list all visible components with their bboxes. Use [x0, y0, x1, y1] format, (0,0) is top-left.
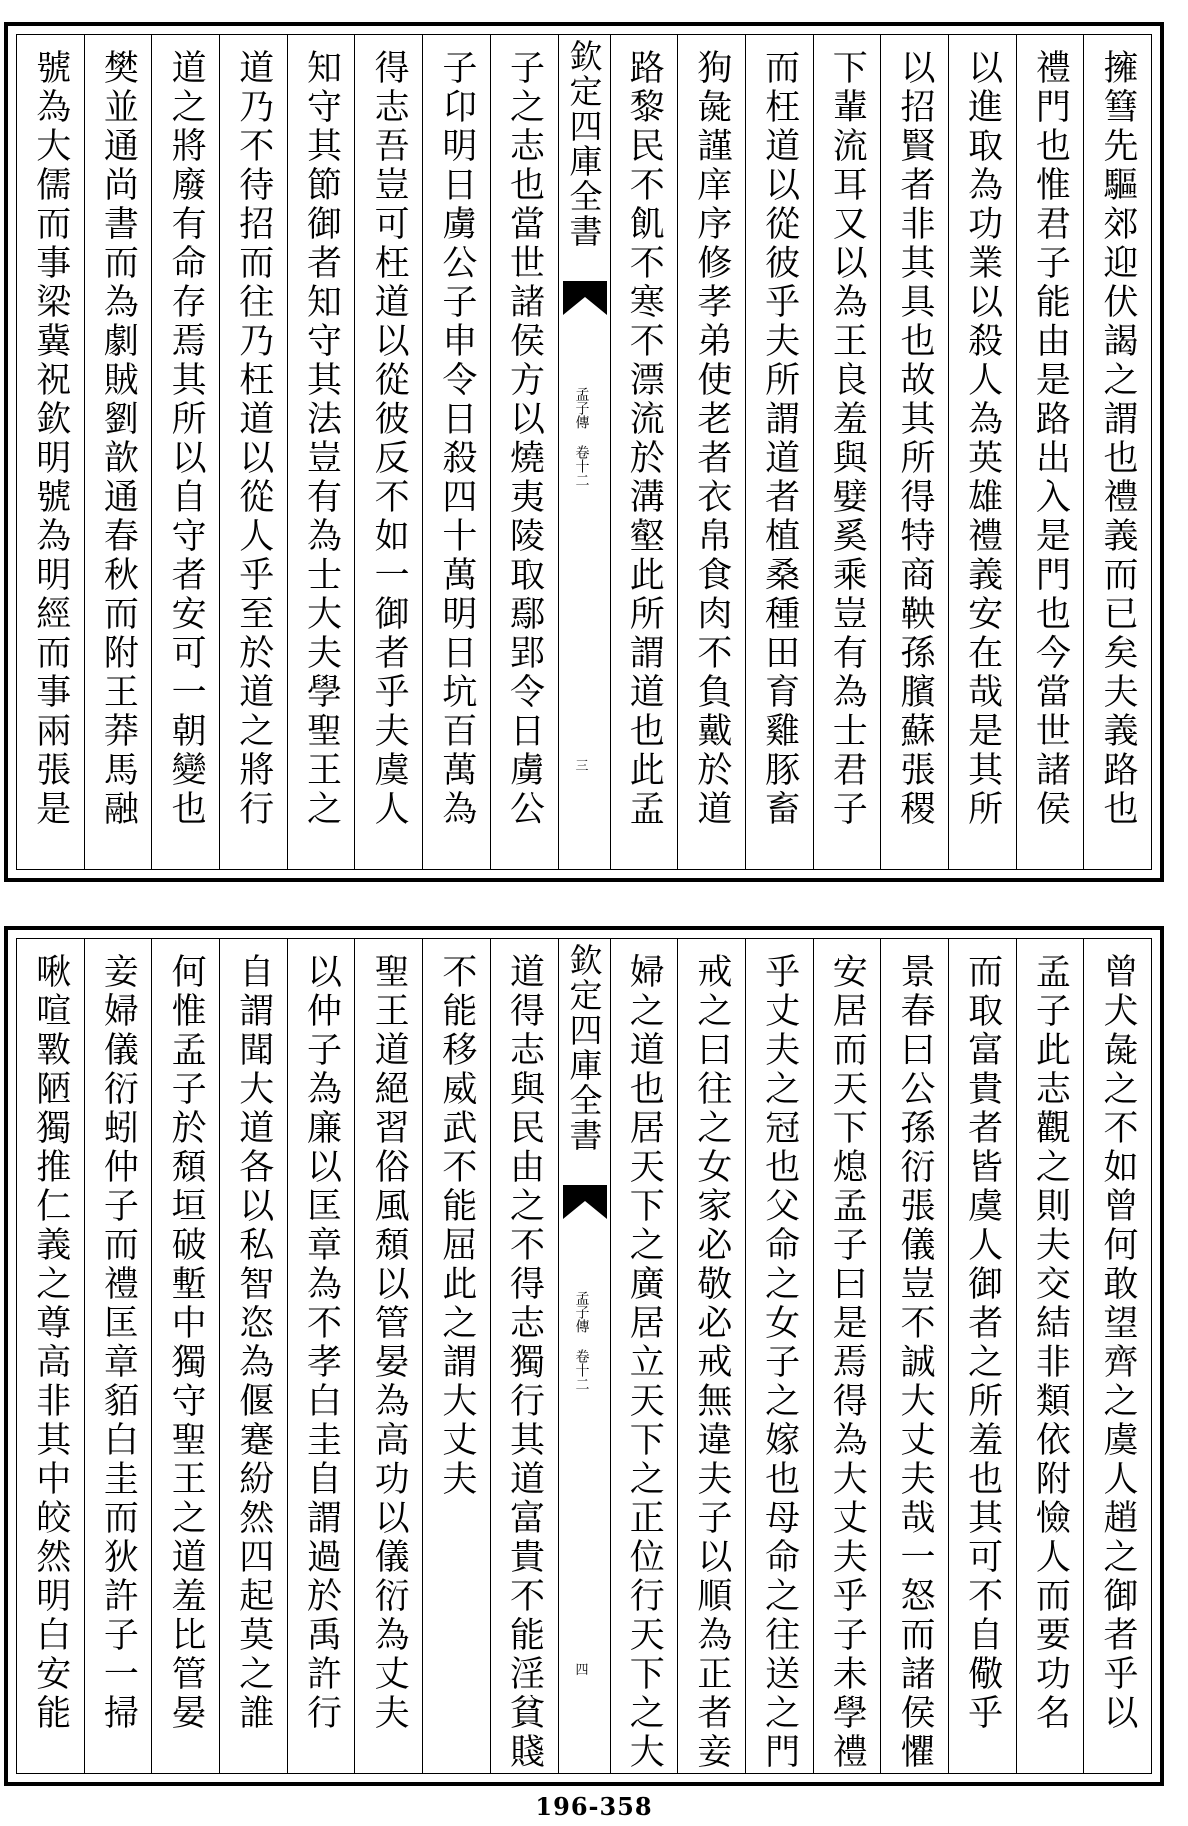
section-label: 孟子傳 卷十二 [573, 1291, 590, 1391]
text-column: 何惟孟子於頹垣破塹中獨守聖王之道羞比管晏 [151, 939, 219, 1773]
text-frame [16, 34, 1152, 870]
text-column: 子之志也當世諸侯方以燒夷陵取鄢郢令日虜公 [490, 35, 558, 869]
text-column: 不能移威武不能屈此之謂大丈夫 [422, 939, 490, 1773]
text-column: 以進取為功業以殺人為英雄禮義安在哉是其所 [948, 35, 1016, 869]
leaf-number: 四 [575, 1663, 589, 1678]
text-column: 狗彘謹庠序修孝弟使老者衣帛食肉不負戴於道 [677, 35, 745, 869]
library-title: 欽定四庫全書 [564, 943, 604, 1153]
text-column: 道之將廢有命存焉其所以自守者安可一朝變也 [151, 35, 219, 869]
section-label: 孟子傳 卷十二 [573, 387, 590, 487]
text-column: 孟子此志觀之則夫交結非類依附憸人而要功名 [1016, 939, 1084, 1773]
text-column: 安居而天下熄孟子曰是焉得為大丈夫乎子未學禮 [813, 939, 881, 1773]
text-column: 以仲子為廉以匡章為不孝白圭自謂過於禹許行 [287, 939, 355, 1773]
block-center-margin [558, 35, 610, 869]
text-column: 景春曰公孫衍張儀豈不誠大丈夫哉一怒而諸侯懼 [880, 939, 948, 1773]
text-column: 擁篲先驅郊迎伏謁之謂也禮義而已矣夫義路也 [1083, 35, 1151, 869]
text-column: 曾犬彘之不如曾何敢望齊之虞人趙之御者乎以 [1083, 939, 1151, 1773]
text-column: 知守其節御者知守其法豈有為士大夫學聖王之 [287, 35, 355, 869]
text-column: 乎丈夫之冠也父命之女子之嫁也母命之往送之門 [745, 939, 813, 1773]
text-column: 樊並通尚書而為劇賊劉歆通春秋而附王莽馬融 [84, 35, 152, 869]
text-column: 聖王道絕習俗風頹以管晏為高功以儀衍為丈夫 [354, 939, 422, 1773]
text-column: 而枉道以從彼乎夫所謂道者植桑種田育雞豚畜 [745, 35, 813, 869]
text-column: 自謂聞大道各以私智恣為偃蹇紛然四起莫之誰 [219, 939, 287, 1773]
text-column: 啾喧斁陋獨推仁義之尊高非其中皎然明白安能 [30, 953, 71, 1733]
footer-page-number: 196-358 [535, 1792, 653, 1821]
text-column: 道乃不待招而往乃枉道以從人乎至於道之將行 [219, 35, 287, 869]
text-column: 子卬明日虜公子申令日殺四十萬明日坑百萬為 [422, 35, 490, 869]
text-frame [16, 938, 1152, 1774]
fish-tail-mark-icon [563, 281, 607, 327]
page-panel-bottom [4, 926, 1164, 1786]
text-column: 以招賢者非其具也故其所得特商鞅孫臏蘇張稷 [880, 35, 948, 869]
text-column: 妾婦儀衍蚓仲子而禮匡章貊白圭而狄許子一掃 [84, 939, 152, 1773]
text-column: 而取富貴者皆虞人御者之所羞也其可不自儆乎 [948, 939, 1016, 1773]
page-panel-top [4, 22, 1164, 882]
block-center-margin [558, 939, 610, 1773]
text-column: 號為大儒而事梁冀祝欽明號為明經而事兩張是 [30, 49, 71, 829]
text-column: 路黎民不飢不寒不漂流於溝壑此所謂道也此孟 [610, 35, 678, 869]
text-column: 婦之道也居天下之廣居立天下之正位行天下之大 [610, 939, 678, 1773]
text-column: 禮門也惟君子能由是路出入是門也今當世諸侯 [1016, 35, 1084, 869]
library-title: 欽定四庫全書 [564, 39, 604, 249]
text-column: 下輩流耳又以為王良羞與嬖奚乘豈有為士君子 [813, 35, 881, 869]
fish-tail-mark-icon [563, 1185, 607, 1231]
leaf-number: 三 [575, 759, 589, 774]
text-column: 戒之曰往之女家必敬必戒無違夫子以順為正者妾 [677, 939, 745, 1773]
text-column: 得志吾豈可枉道以從彼反不如一御者乎夫虞人 [354, 35, 422, 869]
text-column: 道得志與民由之不得志獨行其道富貴不能淫貧賤 [490, 939, 558, 1773]
